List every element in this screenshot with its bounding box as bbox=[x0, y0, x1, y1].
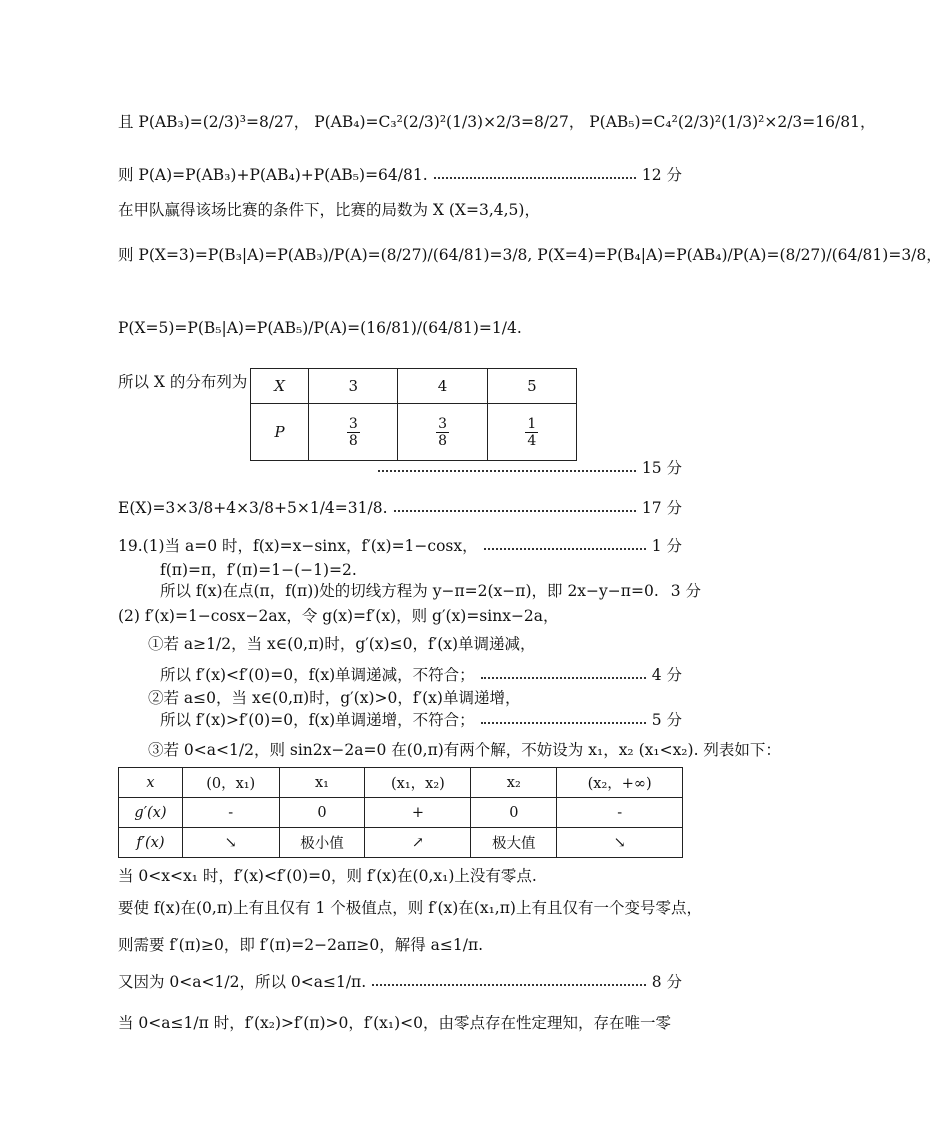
line-f-pi: f(π)=π，f′(π)=1−(−1)=2. bbox=[160, 561, 357, 579]
line-px5: P(X=5)=P(B₅|A)=P(AB₅)/P(A)=(16/81)/(64/81)=1/4. bbox=[118, 319, 522, 337]
line-case2: ②若 a≤0，当 x∈(0,π)时，g′(x)>0，f′(x)单调递增， bbox=[148, 689, 521, 707]
line-case2-result: 所以 f′(x)>f′(0)=0，f(x)单调递增，不符合； 5 分 bbox=[160, 711, 682, 729]
score-mark: 4 分 bbox=[651, 666, 682, 684]
table-cell: x bbox=[119, 768, 183, 798]
table-cell: (x₂，+∞) bbox=[557, 768, 683, 798]
score-mark: 17 分 bbox=[641, 499, 682, 517]
line-px3-px4: 则 P(X=3)=P(B₃|A)=P(AB₃)/P(A)=(8/27)/(64/81)=3/8, P(X=4)=P(B₄|A)=P(AB₄)/P(A)=(8/27)/(64/81)=3/8， bbox=[118, 246, 942, 264]
line-no-zero: 当 0<x<x₁ 时，f′(x)<f′(0)=0，则 f′(x)在(0,x₁)上没有零点. bbox=[118, 867, 537, 885]
score-mark: 5 分 bbox=[651, 711, 682, 729]
table-cell: X bbox=[251, 369, 309, 404]
table-cell: x₁ bbox=[279, 768, 365, 798]
table-cell: f′(x) bbox=[119, 828, 183, 858]
line-pa: 则 P(A)=P(AB₃)+P(AB₄)+P(AB₅)=64/81. 12 分 bbox=[118, 166, 682, 184]
line-q19-part1: 19.(1)当 a=0 时，f(x)=x−sinx，f′(x)=1−cosx， 1 分 bbox=[118, 537, 682, 555]
table-cell: $\frac{3}{8}$ bbox=[309, 404, 398, 461]
line-case1: ①若 a≥1/2，当 x∈(0,π)时，g′(x)≤0，f′(x)单调递减， bbox=[148, 635, 536, 653]
table-cell: ↗ bbox=[365, 828, 471, 858]
score-mark: 15 分 bbox=[641, 459, 682, 477]
line-range-a: 又因为 0<a<1/2，所以 0<a≤1/π. 8 分 bbox=[118, 973, 682, 991]
line-case1-result: 所以 f′(x)<f′(0)=0，f(x)单调递减，不符合； 4 分 bbox=[160, 666, 682, 684]
table-cell: P bbox=[251, 404, 309, 461]
table-cell: ↘ bbox=[557, 828, 683, 858]
line-part2: (2) f′(x)=1−cosx−2ax，令 g(x)=f′(x)，则 g′(x)=sinx−2a， bbox=[118, 607, 559, 625]
table-cell: - bbox=[557, 798, 683, 828]
table-cell: x₂ bbox=[471, 768, 557, 798]
table-cell: $\frac{3}{8}$ bbox=[398, 404, 487, 461]
line-mark-15 bbox=[372, 458, 682, 478]
table-cell: 极小值 bbox=[279, 828, 365, 858]
line-condition: 在甲队赢得该场比赛的条件下，比赛的局数为 X (X=3,4,5)， bbox=[118, 201, 540, 219]
table-cell: 极大值 bbox=[471, 828, 557, 858]
table-cell: 3 bbox=[309, 369, 398, 404]
line-requirement: 要使 f(x)在(0,π)上有且仅有 1 个极值点，则 f′(x)在(x₁,π)上有且仅有一个变号零点， bbox=[118, 899, 702, 917]
table-cell: 0 bbox=[471, 798, 557, 828]
table-cell: - bbox=[182, 798, 279, 828]
table-cell: $\frac{1}{4}$ bbox=[487, 404, 576, 461]
table-cell: 5 bbox=[487, 369, 576, 404]
table-cell: ↘ bbox=[182, 828, 279, 858]
line-distribution-label: 所以 X 的分布列为 bbox=[118, 373, 248, 391]
line-case3: ③若 0<a<1/2，则 sin2x−2a=0 在(0,π)有两个解，不妨设为 x₁，x₂ (x₁<x₂). 列表如下： bbox=[148, 741, 781, 759]
table-cell: 0 bbox=[279, 798, 365, 828]
table-cell: (x₁，x₂) bbox=[365, 768, 471, 798]
line-final: 当 0<a≤1/π 时，f′(x₂)>f′(π)>0，f′(x₁)<0，由零点存在性定理知，存在唯一零 bbox=[118, 1014, 672, 1032]
score-mark: 3 分 bbox=[670, 582, 702, 600]
line-tangent: 所以 f(x)在点(π，f(π))处的切线方程为 y−π=2(x−π)，即 2x−y−π=0. 3 分 bbox=[160, 582, 702, 600]
distribution-table bbox=[250, 368, 577, 461]
line-condition-a: 则需要 f′(π)≥0，即 f′(π)=2−2aπ≥0，解得 a≤1/π. bbox=[118, 936, 484, 954]
sign-table bbox=[118, 767, 683, 858]
score-mark: 1 分 bbox=[651, 537, 682, 555]
score-mark: 12 分 bbox=[641, 166, 682, 184]
table-cell: (0，x₁) bbox=[182, 768, 279, 798]
score-mark: 8 分 bbox=[651, 973, 682, 991]
table-cell: g′(x) bbox=[119, 798, 183, 828]
table-cell: + bbox=[365, 798, 471, 828]
line-expectation: E(X)=3×3/8+4×3/8+5×1/4=31/8. 17 分 bbox=[118, 499, 682, 517]
table-cell: 4 bbox=[398, 369, 487, 404]
line-probabilities-ab: 且 P(AB₃)=(2/3)³=8/27， P(AB₄)=C₃²(2/3)²(1/3)×2/3=8/27， P(AB₅)=C₄²(2/3)²(1/3)²×2/3=16/81， bbox=[118, 113, 876, 131]
